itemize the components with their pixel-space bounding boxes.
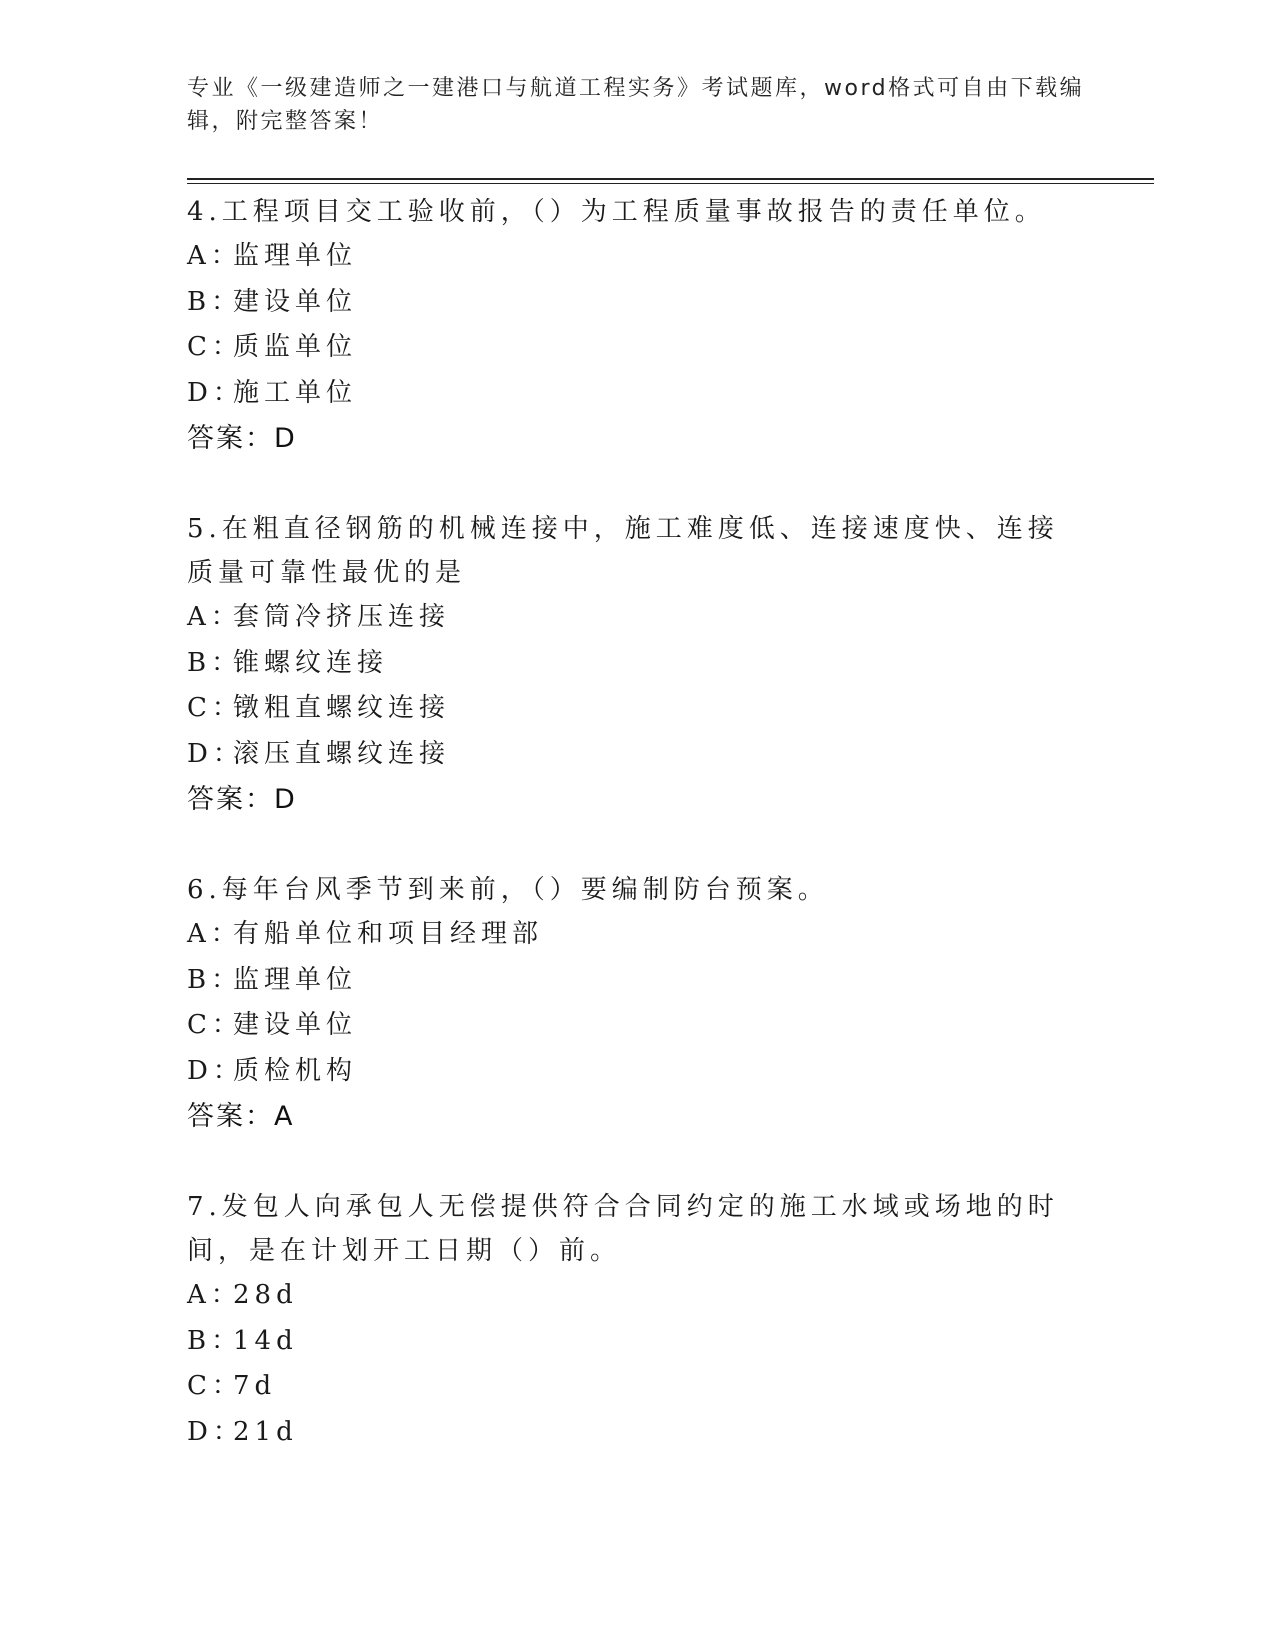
answer-line: 答案：A bbox=[187, 1101, 295, 1132]
option-key: C： bbox=[187, 1371, 243, 1401]
question-stem: 4.工程项目交工验收前，（）为工程质量事故报告的责任单位。 bbox=[187, 197, 1046, 227]
option-key: A： bbox=[187, 602, 242, 632]
option-key: B： bbox=[187, 647, 243, 678]
option-text: 监理单位 bbox=[233, 964, 358, 995]
option-key: A： bbox=[187, 241, 242, 271]
answer-line: 答案：D bbox=[187, 423, 297, 454]
option-text: 质检机构 bbox=[233, 1055, 358, 1086]
answer-line: 答案：D bbox=[187, 784, 297, 815]
option-text: 施工单位 bbox=[233, 377, 358, 408]
question-spacer bbox=[187, 823, 1087, 868]
option-key: B： bbox=[187, 286, 243, 317]
question-list bbox=[187, 190, 1087, 1455]
option-text: 28d bbox=[233, 1280, 298, 1310]
option-key: A： bbox=[187, 919, 242, 949]
option-text: 7d bbox=[233, 1371, 277, 1401]
option-d bbox=[187, 1410, 1087, 1456]
header-rule-thick bbox=[187, 178, 1154, 180]
question-5 bbox=[187, 507, 1087, 823]
option-text: 建设单位 bbox=[233, 286, 358, 317]
option-c bbox=[187, 1364, 1087, 1410]
option-key: B： bbox=[187, 964, 243, 995]
option-text: 滚压直螺纹连接 bbox=[233, 738, 451, 769]
option-b bbox=[187, 958, 1087, 1004]
option-key: B： bbox=[187, 1325, 243, 1356]
option-d bbox=[187, 732, 1087, 778]
option-key: C： bbox=[187, 693, 243, 723]
option-a bbox=[187, 234, 1087, 280]
option-key: D： bbox=[187, 738, 244, 769]
option-text: 14d bbox=[233, 1325, 298, 1356]
question-stem: 5.在粗直径钢筋的机械连接中，施工难度低、连接速度快、连接质量可靠性最优的是 bbox=[187, 514, 1059, 588]
option-b bbox=[187, 641, 1087, 687]
question-stem: 7.发包人向承包人无偿提供符合合同约定的施工水域或场地的时间，是在计划开工日期（）前。 bbox=[187, 1192, 1059, 1266]
option-d bbox=[187, 371, 1087, 417]
option-d bbox=[187, 1049, 1087, 1095]
question-6 bbox=[187, 868, 1087, 1140]
question-7 bbox=[187, 1185, 1087, 1455]
option-key: D： bbox=[187, 1055, 244, 1086]
option-key: C： bbox=[187, 332, 243, 362]
question-spacer bbox=[187, 1140, 1087, 1185]
option-key: A： bbox=[187, 1280, 242, 1310]
option-key: D： bbox=[187, 377, 244, 408]
option-text: 质监单位 bbox=[233, 332, 358, 362]
option-a bbox=[187, 1273, 1087, 1319]
option-key: C： bbox=[187, 1010, 243, 1040]
option-a bbox=[187, 595, 1087, 641]
option-text: 锥螺纹连接 bbox=[233, 647, 389, 678]
option-c bbox=[187, 325, 1087, 371]
option-text: 镦粗直螺纹连接 bbox=[233, 693, 451, 723]
question-stem: 6.每年台风季节到来前，（）要编制防台预案。 bbox=[187, 875, 829, 905]
question-4 bbox=[187, 190, 1087, 462]
document-header: 专业《一级建造师之一建港口与航道工程实务》考试题库，word格式可自由下载编辑，附完整答案！ bbox=[187, 76, 1085, 134]
option-text: 21d bbox=[233, 1416, 298, 1447]
option-text: 套筒冷挤压连接 bbox=[233, 602, 451, 632]
option-text: 建设单位 bbox=[233, 1010, 358, 1040]
option-text: 监理单位 bbox=[233, 241, 358, 271]
option-text: 有船单位和项目经理部 bbox=[233, 919, 544, 949]
question-spacer bbox=[187, 462, 1087, 507]
option-key: D： bbox=[187, 1416, 244, 1447]
header-rule-thin bbox=[187, 183, 1154, 184]
option-a bbox=[187, 912, 1087, 958]
option-b bbox=[187, 1319, 1087, 1365]
option-b bbox=[187, 280, 1087, 326]
option-c bbox=[187, 1003, 1087, 1049]
option-c bbox=[187, 686, 1087, 732]
